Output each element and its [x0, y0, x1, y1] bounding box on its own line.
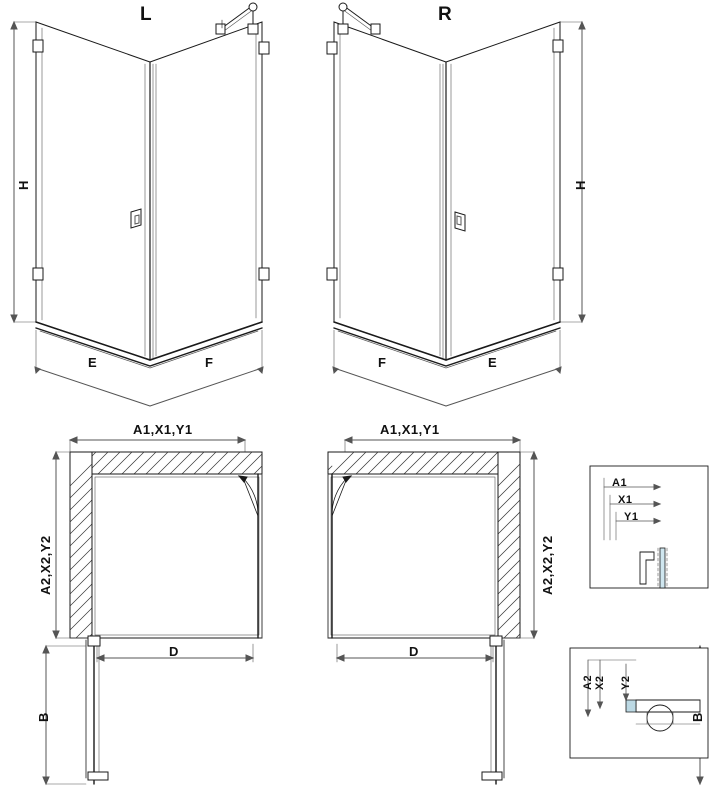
plan-right-door-dim-label: D	[409, 644, 419, 659]
iso-left-view	[11, 3, 269, 406]
iso-left-height-label: H	[16, 180, 31, 190]
iso-right-view	[327, 3, 585, 406]
iso-right-height-label: H	[573, 180, 588, 190]
detail-y2-label: Y2	[620, 675, 632, 690]
plan-right-swing-dim-label: B	[690, 712, 705, 722]
detail-x2-label: X2	[594, 675, 606, 690]
plan-left-view	[43, 437, 262, 784]
plan-left-swing-dim-label: B	[36, 712, 51, 722]
detail-top-view	[590, 466, 708, 588]
title-right-hand: R	[438, 4, 453, 25]
iso-left-front-label: E	[88, 355, 98, 370]
detail-bottom-view	[570, 648, 708, 758]
plan-right-side-dim-label: A2,X2,Y2	[540, 535, 555, 595]
detail-x1-label: X1	[618, 494, 633, 506]
detail-a2-label: A2	[582, 674, 594, 690]
plan-left-door-dim-label: D	[169, 644, 179, 659]
iso-left-side-label: F	[205, 355, 214, 370]
iso-right-side-label: F	[378, 355, 387, 370]
iso-right-front-label: E	[488, 355, 498, 370]
title-left-hand: L	[140, 4, 153, 25]
detail-y1-label: Y1	[624, 511, 639, 523]
plan-right-top-dim-label: A1,X1,Y1	[380, 422, 440, 437]
detail-a1-label: A1	[612, 477, 628, 489]
plan-left-top-dim-label: A1,X1,Y1	[133, 422, 193, 437]
plan-left-side-dim-label: A2,X2,Y2	[38, 535, 53, 595]
